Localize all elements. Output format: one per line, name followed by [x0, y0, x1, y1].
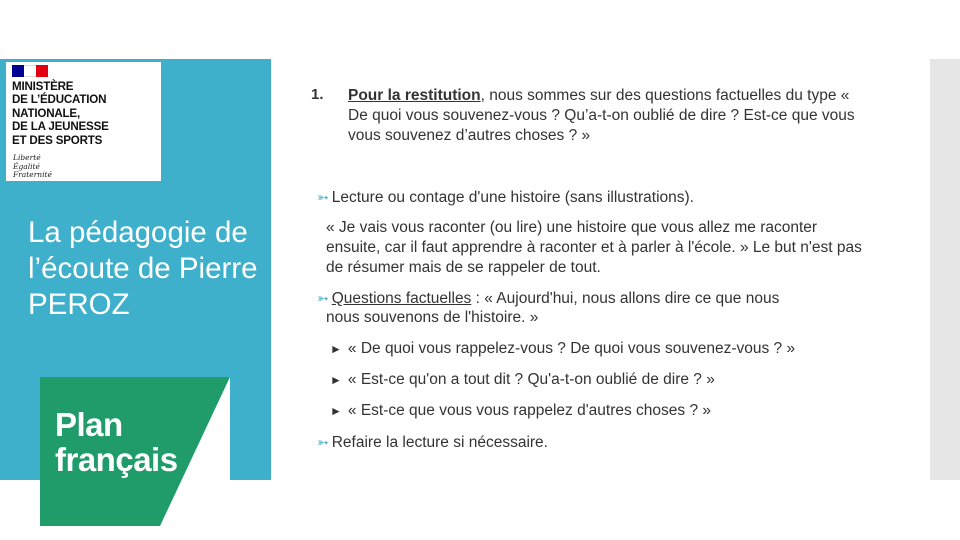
republic-motto: Liberté Égalité Fraternité: [13, 153, 52, 179]
question-item: ► « Est-ce qu'on a tout dit ? Qu'a-t-on oublié de dire ? »: [330, 371, 715, 388]
arrow-bullet-icon: ➳: [317, 434, 329, 450]
triangle-bullet-icon: ►: [330, 373, 342, 387]
reading-quote: « Je vais vous raconter (ou lire) une histoire que vous allez me raconter ensuite, car il faut apprendre à raconter et à parler à l'école. » Le but n'est pas de résumer mais de se rappeler de tout.: [326, 219, 862, 276]
bullet-questions: ➳ Questions factuelles : « Aujourd'hui, nous allons dire ce que nous: [317, 290, 780, 307]
slide-title: La pédagogie de l’écoute de Pierre PEROZ: [28, 216, 258, 321]
triangle-bullet-icon: ►: [330, 342, 342, 356]
arrow-bullet-icon: ➳: [317, 189, 329, 205]
restitution-lead: Pour la restitution: [348, 87, 481, 104]
item-number: 1.: [311, 86, 324, 103]
ministry-name: MINISTÈRE DE L’ÉDUCATION NATIONALE, DE LA JEUNESSE ET DES SPORTS: [12, 80, 109, 147]
question-item: ► « De quoi vous rappelez-vous ? De quoi vous souvenez-vous ? »: [330, 340, 796, 357]
question-item: ► « Est-ce que vous vous rappelez d'autres choses ? »: [330, 402, 712, 419]
restitution-paragraph: Pour la restitution, nous sommes sur des questions factuelles du type « De quoi vous souvenez-vous ? Qu’a-t-on oublié de dire ? Est-ce que vous vous souvenez d’autres choses ? »: [348, 87, 855, 144]
bullet-reread: ➳ Refaire la lecture si nécessaire.: [317, 434, 548, 451]
right-edge-bar: [930, 59, 960, 480]
triangle-bullet-icon: ►: [330, 404, 342, 418]
arrow-bullet-icon: ➳: [317, 290, 329, 306]
questions-continuation: nous souvenons de l'histoire. »: [326, 309, 539, 326]
bullet-reading: ➳ Lecture ou contage d'une histoire (sans illustrations).: [317, 189, 694, 206]
plan-francais-label: Plan français: [55, 406, 178, 478]
